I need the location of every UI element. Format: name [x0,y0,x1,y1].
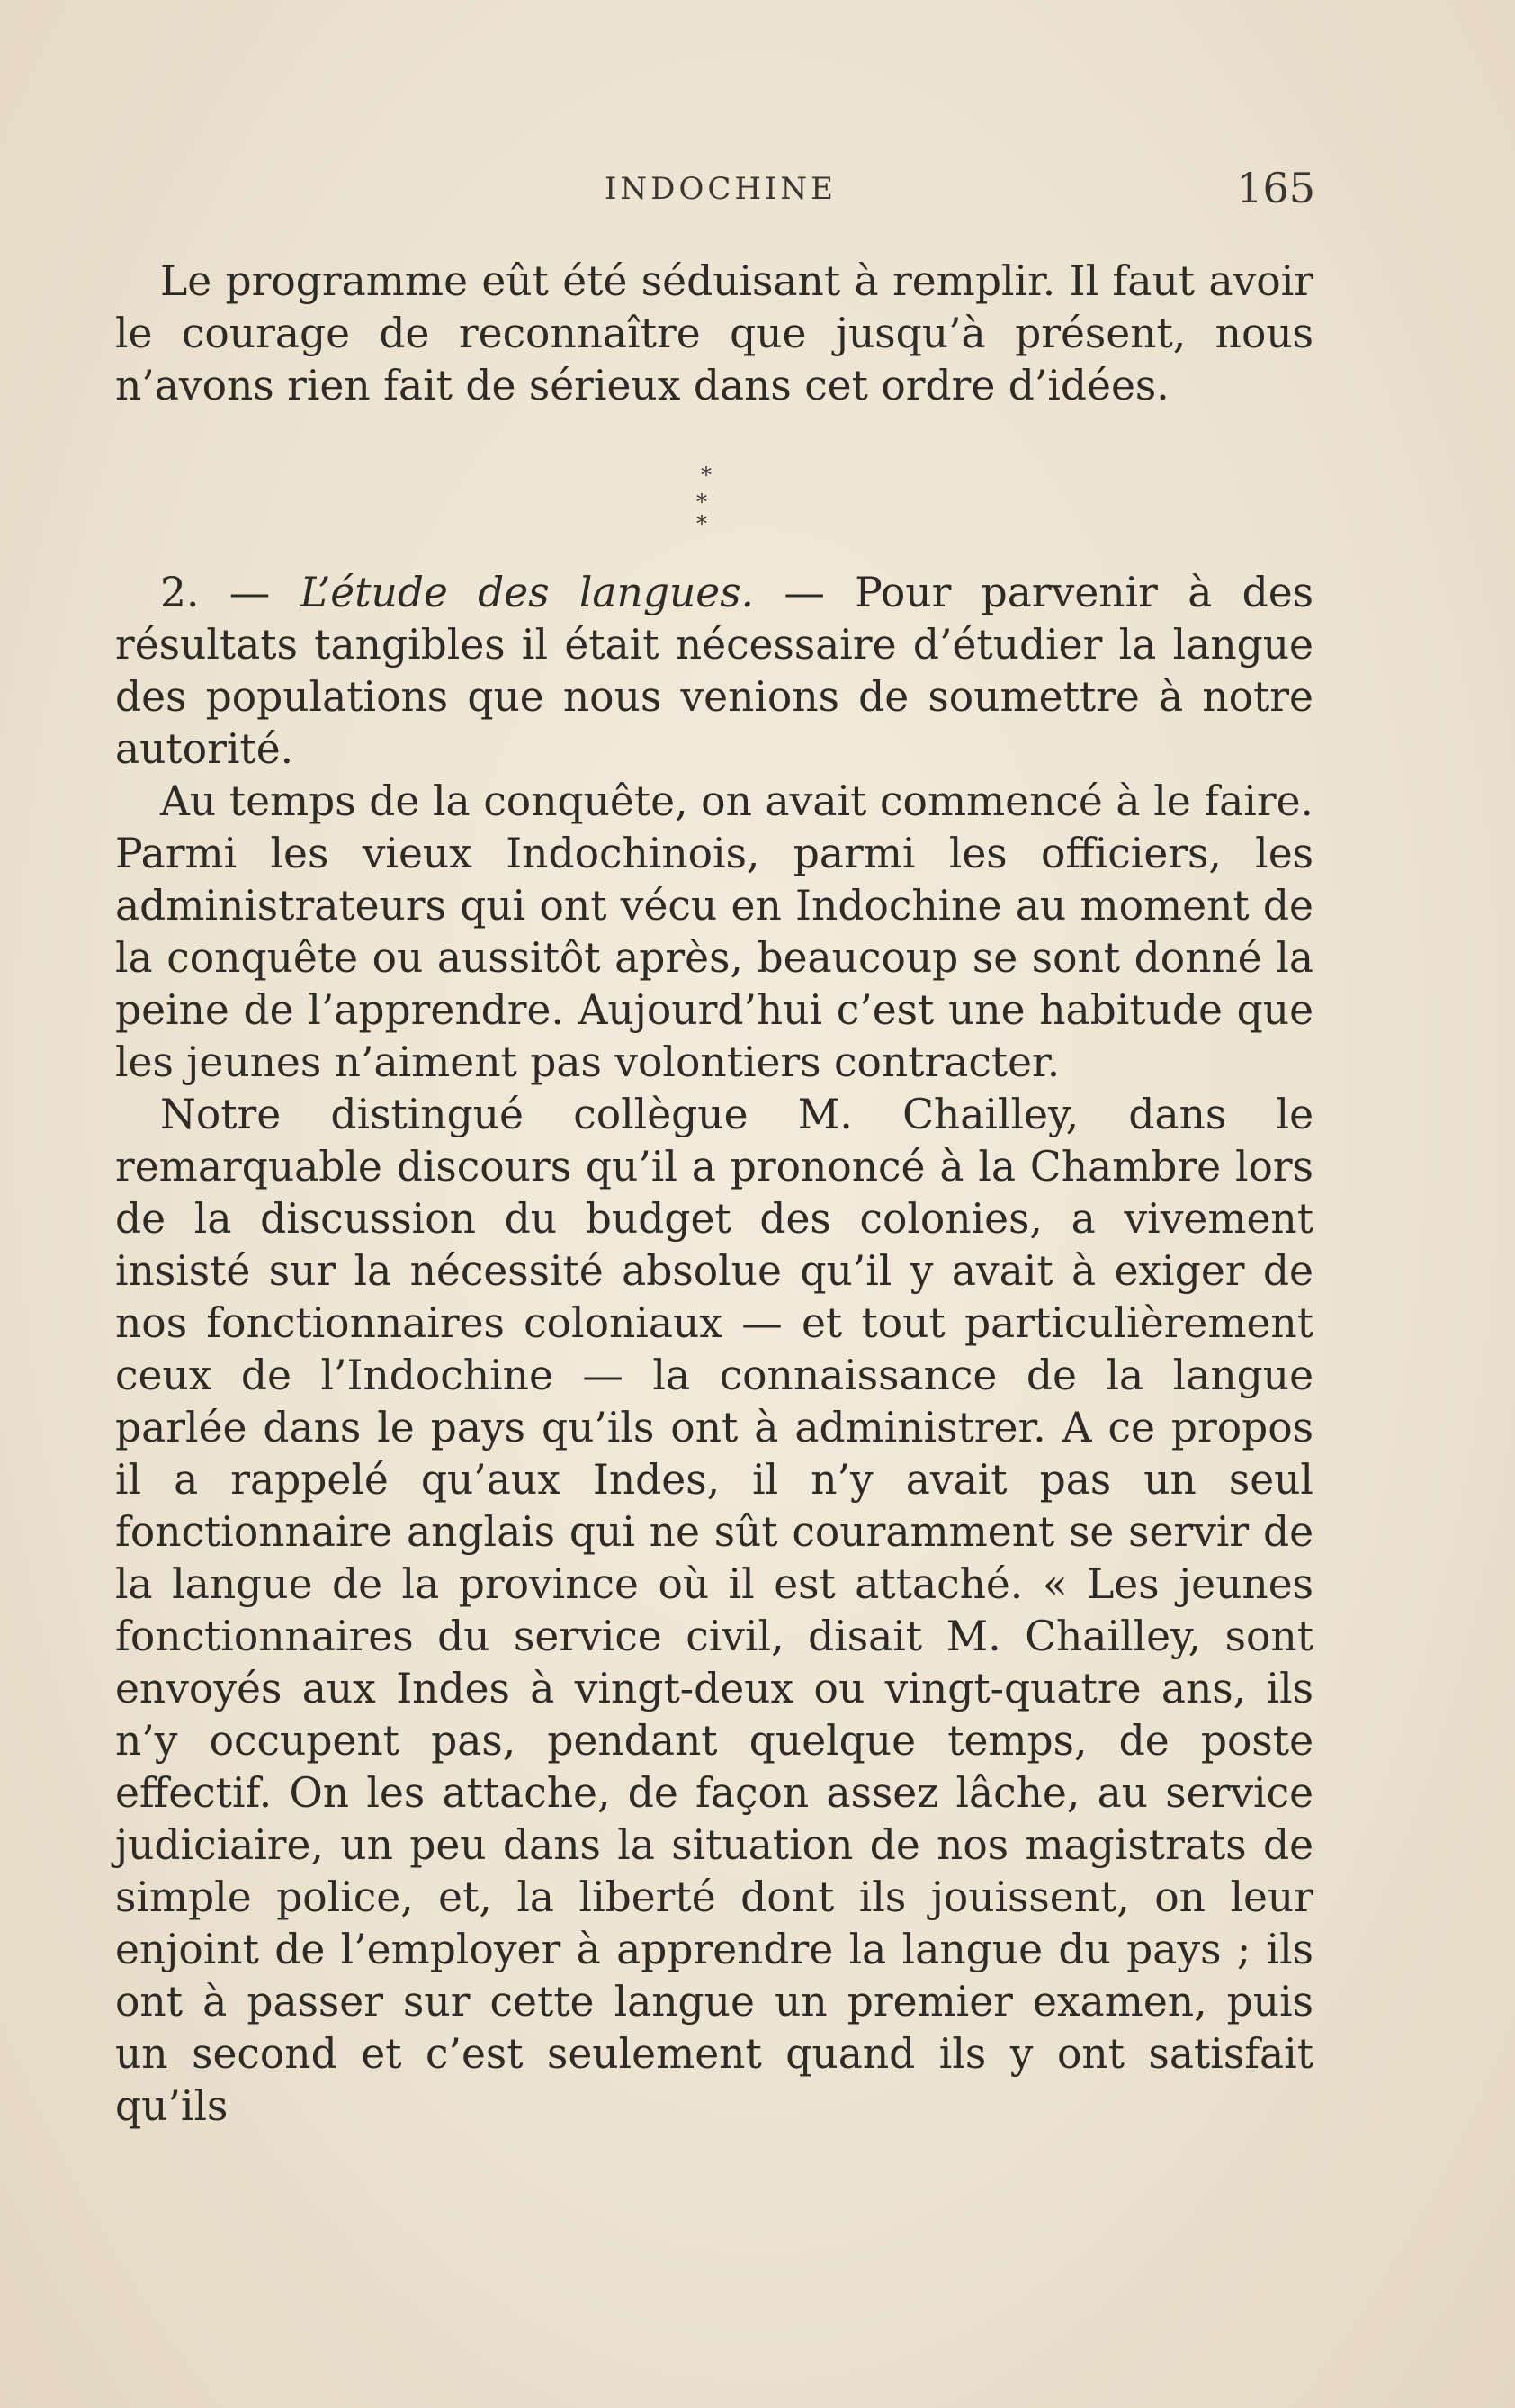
section-text [115,567,1313,2133]
paragraph-3: Notre distingué collègue M. Chailley, dans le remarquable discours qu’il a prononcé à la Chambre lors de la discussion du budget des colonies, a vivement insisté sur la nécessité absolue qu’il y avait à exiger de nos fonctionnaires coloniaux — et tout particulièrement ceux de l’Indochine — la connaissance de la langue parlée dans le pays qu’ils ont à administrer. A ce propos il a rappelé qu’aux Indes, il n’y avait pas un seul fonctionnaire anglais qui ne sût couramment se servir de la langue de la province où il est attaché. « Les jeunes fonctionnaires du service civil, disait M. Chailley, sont envoyés aux Indes à vingt-deux ou vingt-quatre ans, ils n’y occupent pas, pendant quelque temps, de poste effectif. On les attache, de façon assez lâche, au service judiciaire, un peu dans la situation de nos magistrats de simple police, et, la liberté dont ils jouissent, on leur enjoint de l’employer à apprendre la langue du pays ; ils ont à passer sur cette langue un premier examen, puis un second et c’est seulement quand ils y ont satisfait qu’ils [115,1091,1313,2130]
section-title: L’étude des langues. [300,569,755,616]
asterism-separator [679,463,733,536]
running-title: INDOCHINE [605,171,837,207]
opening-text [115,256,1313,412]
page-number: 165 [1236,164,1315,212]
section-number: 2. — [160,569,271,616]
section-lead-text: — Pour parvenir à des résultats tangibles il était nécessaire d’étudier la langue des populations que nous venions de soumettre à notre autorité. [115,569,1314,773]
section-lead-paragraph [115,567,1313,776]
asterism-top-star: * [701,463,712,488]
asterism-bottom-stars: * * [696,490,716,536]
running-head [0,164,1515,218]
paragraph-1: Le programme eût été séduisant à remplir. Il faut avoir le courage de reconnaître que jusqu’à présent, nous n’avons rien fait de sérieux dans cet ordre d’idées. [115,257,1313,409]
paragraph-2: Au temps de la conquête, on avait commencé à le faire. Parmi les vieux Indochinois, parmi les officiers, les administrateurs qui ont vécu en Indochine au moment de la conquête ou aussitôt après, beaucoup se sont donné la peine de l’apprendre. Aujourd’hui c’est une habitude que les jeunes n’aiment pas volontiers contracter. [115,777,1313,1086]
